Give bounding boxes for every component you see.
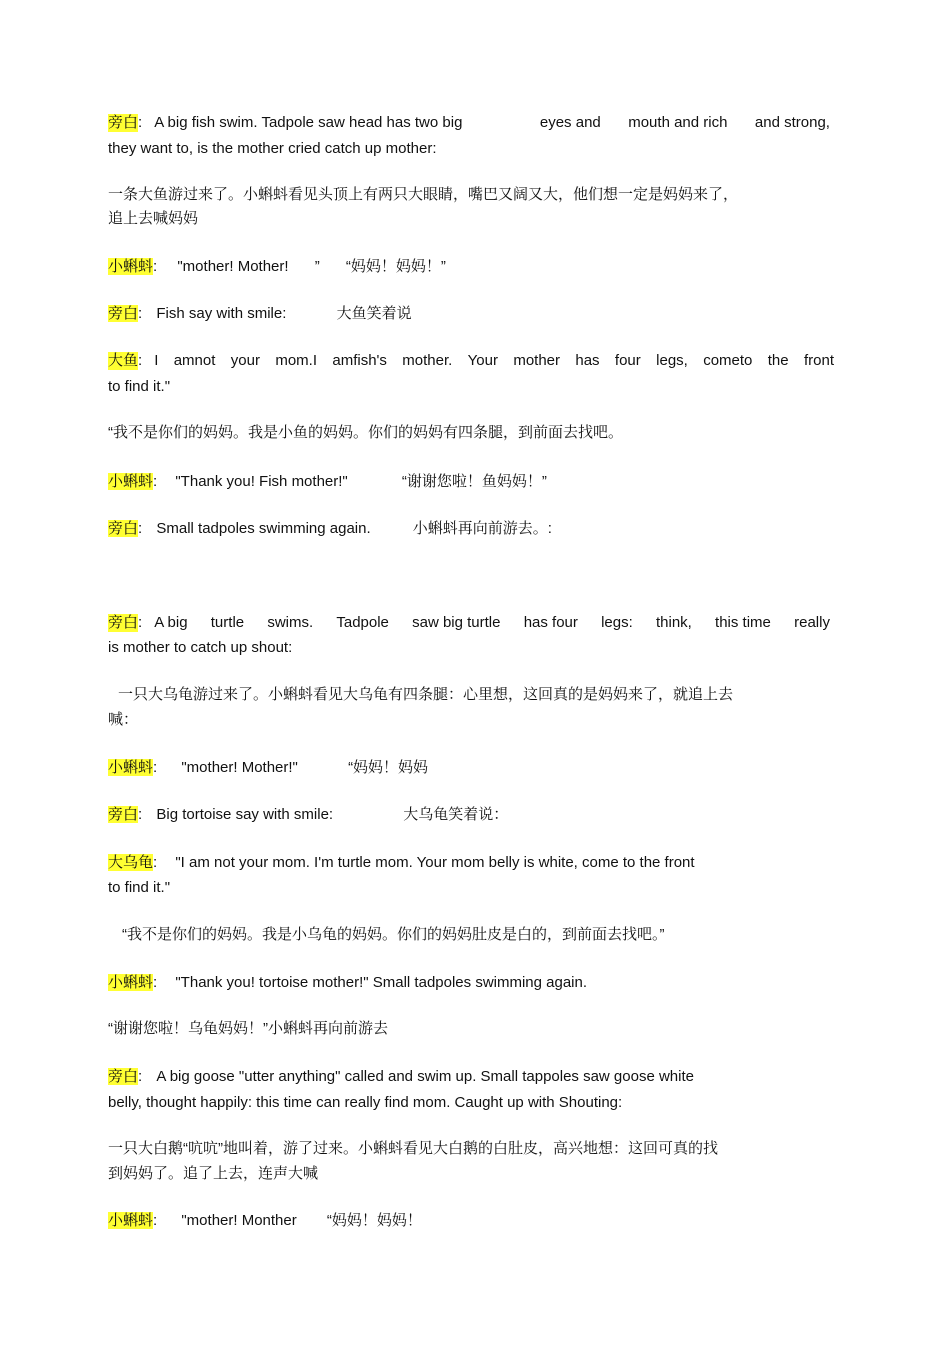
dialogue-line xyxy=(108,352,834,370)
text-segment: “妈妈！妈妈！ xyxy=(326,1212,422,1229)
speaker-colon: : xyxy=(138,614,143,631)
speaker-label: 小蝌蚪 xyxy=(108,974,154,991)
narration-line xyxy=(108,614,830,632)
paragraph-line: they want to, is the mother cried catch up mother: xyxy=(108,140,437,157)
paragraph-line: 一只大乌龟游过来了。小蝌蚪看见大乌龟有四条腿：心里想，这回真的是妈妈来了，就追上去 xyxy=(118,686,734,703)
paragraph-line: 一条大鱼游过来了。小蝌蚪看见头顶上有两只大眼睛，嘴巴又阔又大，他们想一定是妈妈来了， xyxy=(108,186,739,203)
text-segment: amfish's xyxy=(332,352,387,369)
text-segment: amnot xyxy=(173,352,216,369)
speaker-colon: : xyxy=(153,759,158,776)
text-segment: "I am not your mom. I'm turtle mom. Your mom belly is white, come to the front xyxy=(175,854,695,871)
text-segment: Big tortoise say with smile: xyxy=(156,806,334,823)
narration-line xyxy=(108,806,508,824)
dialogue-line xyxy=(108,1212,422,1230)
paragraph-line: 追上去喊妈妈 xyxy=(108,210,199,227)
speaker-label: 旁白 xyxy=(108,806,139,823)
text-segment: the xyxy=(767,352,789,369)
text-segment: “谢谢您啦！鱼妈妈！” xyxy=(401,473,547,490)
text-segment: "mother! Monther xyxy=(181,1212,297,1229)
narration-line xyxy=(108,114,830,132)
paragraph-line: 一只大白鹅“吭吭”地叫着，游了过来。小蝌蚪看见大白鹅的白肚皮，高兴地想：这回可真的找 xyxy=(108,1140,718,1157)
text-segment: think, xyxy=(655,614,692,631)
speaker-colon: : xyxy=(138,1068,143,1085)
paragraph-line: 喊： xyxy=(108,711,139,728)
text-segment: mouth and rich xyxy=(628,114,728,131)
text-segment: and strong, xyxy=(754,114,830,131)
narration-line xyxy=(108,305,412,323)
text-segment: four xyxy=(614,352,641,369)
dialogue-line xyxy=(108,854,695,872)
dialogue-line xyxy=(108,759,428,777)
text-segment: really xyxy=(794,614,830,631)
paragraph-line: “我不是你们的妈妈。我是小乌龟的妈妈。你们的妈妈肚皮是白的，到前面去找吧。” xyxy=(122,926,665,943)
speaker-label: 旁白 xyxy=(108,614,139,631)
speaker-label: 旁白 xyxy=(108,114,139,131)
speaker-label: 大鱼 xyxy=(108,352,139,369)
text-segment: this time xyxy=(715,614,771,631)
speaker-colon: : xyxy=(138,352,143,369)
text-segment: has xyxy=(575,352,600,369)
speaker-label: 旁白 xyxy=(108,520,139,537)
text-segment: mother xyxy=(513,352,561,369)
paragraph-line: belly, thought happily: this time can really find mom. Caught up with Shouting: xyxy=(108,1094,623,1111)
speaker-label: 小蝌蚪 xyxy=(108,258,154,275)
text-segment: A big xyxy=(154,614,188,631)
paragraph-line: to find it." xyxy=(108,378,171,395)
text-segment: swims. xyxy=(267,614,314,631)
text-segment: mother. xyxy=(402,352,453,369)
text-segment: Small tadpoles swimming again. xyxy=(156,520,371,537)
speaker-colon: : xyxy=(138,520,143,537)
text-segment: “妈妈！妈妈 xyxy=(348,759,429,776)
dialogue-line xyxy=(108,974,587,992)
paragraph-line: “谢谢您啦！乌龟妈妈！”小蝌蚪再向前游去 xyxy=(108,1020,388,1037)
paragraph-line: “我不是你们的妈妈。我是小鱼的妈妈。你们的妈妈有四条腿，到前面去找吧。 xyxy=(108,424,623,441)
speaker-colon: : xyxy=(138,806,143,823)
text-segment: "mother! Mother! xyxy=(177,258,289,275)
narration-line xyxy=(108,1068,694,1086)
speaker-colon: : xyxy=(153,258,158,275)
text-segment: legs: xyxy=(601,614,633,631)
text-segment: ” xyxy=(314,258,320,275)
text-segment: 小蝌蚪再向前游去。: xyxy=(412,520,552,537)
text-segment: saw big turtle xyxy=(412,614,501,631)
text-segment: A big goose "utter anything" called and swim up. Small tappoles saw goose white xyxy=(156,1068,694,1085)
text-segment: A big fish swim. Tadpole saw head has two big xyxy=(154,114,463,131)
text-segment: "Thank you! Fish mother!" xyxy=(175,473,348,490)
text-segment: legs, xyxy=(656,352,688,369)
text-segment: front xyxy=(803,352,834,369)
speaker-label: 小蝌蚪 xyxy=(108,1212,154,1229)
dialogue-line xyxy=(108,473,547,491)
text-segment: 大乌龟笑着说： xyxy=(403,806,509,823)
paragraph-line: is mother to catch up shout: xyxy=(108,639,293,656)
text-segment: I xyxy=(154,352,159,369)
speaker-label: 小蝌蚪 xyxy=(108,759,154,776)
text-segment: 大鱼笑着说 xyxy=(336,305,412,322)
speaker-label: 大乌龟 xyxy=(108,854,154,871)
speaker-label: 小蝌蚪 xyxy=(108,473,154,490)
text-segment: your xyxy=(230,352,260,369)
speaker-colon: : xyxy=(153,854,158,871)
text-segment: Fish say with smile: xyxy=(156,305,287,322)
text-segment: “妈妈！妈妈！” xyxy=(345,258,446,275)
narration-line xyxy=(108,520,552,538)
paragraph-line: 到妈妈了。追了上去，连声大喊 xyxy=(108,1165,319,1182)
speaker-label: 旁白 xyxy=(108,305,139,322)
text-segment: Tadpole xyxy=(336,614,389,631)
speaker-label: 旁白 xyxy=(108,1068,139,1085)
speaker-colon: : xyxy=(153,1212,158,1229)
text-segment: "mother! Mother!" xyxy=(181,759,298,776)
text-segment: has four xyxy=(523,614,578,631)
text-segment: "Thank you! tortoise mother!" Small tadpoles swimming again. xyxy=(175,974,588,991)
paragraph-line: to find it." xyxy=(108,879,171,896)
text-segment: mom.I xyxy=(275,352,317,369)
speaker-colon: : xyxy=(153,473,158,490)
text-segment: cometo xyxy=(703,352,753,369)
speaker-colon: : xyxy=(138,114,143,131)
text-segment: Your xyxy=(467,352,498,369)
text-segment: turtle xyxy=(210,614,245,631)
text-segment: eyes and xyxy=(539,114,601,131)
dialogue-line xyxy=(108,258,446,276)
speaker-colon: : xyxy=(138,305,143,322)
speaker-colon: : xyxy=(153,974,158,991)
